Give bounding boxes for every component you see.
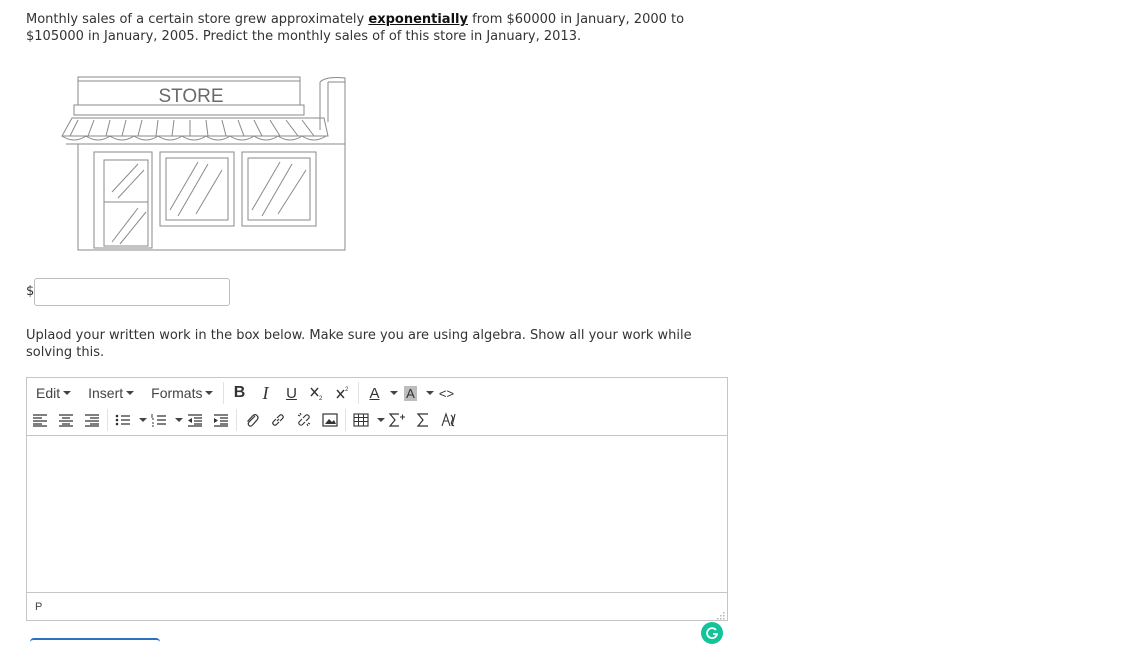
store-sign-text: STORE bbox=[158, 86, 224, 107]
menu-insert[interactable] bbox=[79, 385, 142, 401]
underline-icon: U bbox=[286, 384, 297, 402]
sum-plus-icon bbox=[388, 412, 406, 428]
equation-button[interactable] bbox=[436, 408, 462, 432]
chevron-down-icon bbox=[205, 391, 213, 395]
image-icon bbox=[322, 413, 338, 427]
align-center-icon bbox=[58, 413, 74, 427]
question-emphasis: exponentially bbox=[368, 12, 468, 27]
bold-button[interactable] bbox=[226, 381, 252, 405]
source-code-icon: <> bbox=[438, 385, 455, 401]
underline-button[interactable] bbox=[278, 381, 304, 405]
sum-plus-button[interactable] bbox=[384, 408, 410, 432]
dollar-prefix: $ bbox=[26, 284, 35, 299]
table-icon bbox=[353, 413, 369, 427]
editor-content-area[interactable] bbox=[27, 436, 727, 592]
toolbar-row-2 bbox=[27, 407, 462, 433]
subscript-icon bbox=[309, 385, 325, 401]
toolbar-divider bbox=[223, 382, 224, 404]
submit-button-edge[interactable] bbox=[30, 638, 160, 650]
toolbar-divider bbox=[107, 409, 108, 431]
align-left-icon bbox=[32, 413, 48, 427]
resize-handle-icon[interactable] bbox=[715, 610, 725, 620]
svg-text:2: 2 bbox=[319, 396, 323, 401]
bullet-list-icon bbox=[115, 413, 131, 427]
upload-instructions: Uplaod your written work in the box below. Make sure you are using algebra. Show all your work while solving this. bbox=[26, 328, 692, 360]
rich-text-editor bbox=[26, 377, 728, 621]
store-illustration bbox=[58, 72, 352, 254]
grammarly-icon[interactable] bbox=[701, 622, 723, 644]
sigma-icon bbox=[415, 412, 431, 428]
unlink-icon bbox=[296, 412, 312, 428]
link-button[interactable] bbox=[265, 408, 291, 432]
subscript-button[interactable] bbox=[304, 381, 330, 405]
superscript-button[interactable] bbox=[330, 381, 356, 405]
link-icon bbox=[270, 412, 286, 428]
indent-button[interactable] bbox=[208, 408, 234, 432]
superscript-icon bbox=[335, 385, 351, 401]
menu-edit[interactable] bbox=[27, 385, 79, 401]
source-code-button[interactable] bbox=[433, 381, 459, 405]
attachment-button[interactable] bbox=[239, 408, 265, 432]
align-center-button[interactable] bbox=[53, 408, 79, 432]
italic-button[interactable] bbox=[252, 381, 278, 405]
text-color-icon: A bbox=[369, 384, 380, 402]
chevron-down-icon bbox=[63, 391, 71, 395]
menu-edit-label: Edit bbox=[36, 385, 61, 401]
numbered-list-icon bbox=[151, 413, 167, 427]
numbered-list-dropdown[interactable] bbox=[172, 408, 182, 432]
sigma-button[interactable] bbox=[410, 408, 436, 432]
text-color-dropdown[interactable] bbox=[387, 381, 397, 405]
outdent-button[interactable] bbox=[182, 408, 208, 432]
question-part-2: from $60000 in January, 2000 to $105000 in January, 2005. Predict the monthly sales of of this store in January, 2013. bbox=[26, 12, 685, 44]
answer-input[interactable] bbox=[34, 278, 230, 306]
attachment-icon bbox=[244, 412, 260, 428]
table-dropdown[interactable] bbox=[374, 408, 384, 432]
table-button[interactable] bbox=[348, 408, 374, 432]
highlight-color-button[interactable] bbox=[397, 381, 423, 405]
menu-formats-label: Formats bbox=[151, 385, 203, 401]
element-path[interactable]: P bbox=[35, 601, 43, 613]
bold-icon: B bbox=[233, 384, 246, 401]
numbered-list-button[interactable] bbox=[146, 408, 172, 432]
menu-formats[interactable] bbox=[142, 385, 221, 401]
editor-status-bar bbox=[27, 592, 727, 622]
equation-icon bbox=[440, 412, 458, 428]
image-button[interactable] bbox=[317, 408, 343, 432]
italic-icon: I bbox=[262, 382, 269, 403]
toolbar-row-1 bbox=[27, 380, 459, 406]
outdent-icon bbox=[187, 413, 203, 427]
toolbar-divider bbox=[345, 409, 346, 431]
question-text bbox=[26, 11, 706, 45]
text-color-button[interactable] bbox=[361, 381, 387, 405]
toolbar-divider bbox=[236, 409, 237, 431]
highlight-color-icon: A bbox=[406, 385, 415, 401]
align-left-button[interactable] bbox=[27, 408, 53, 432]
grammarly-g-icon bbox=[705, 626, 719, 640]
editor-toolbar bbox=[27, 378, 727, 436]
highlight-color-dropdown[interactable] bbox=[423, 381, 433, 405]
bullet-list-button[interactable] bbox=[110, 408, 136, 432]
indent-icon bbox=[213, 413, 229, 427]
align-right-button[interactable] bbox=[79, 408, 105, 432]
toolbar-divider bbox=[358, 382, 359, 404]
question-part-1: Monthly sales of a certain store grew approximately bbox=[26, 12, 369, 27]
menu-insert-label: Insert bbox=[88, 385, 124, 401]
align-right-icon bbox=[84, 413, 100, 427]
chevron-down-icon bbox=[126, 391, 134, 395]
bullet-list-dropdown[interactable] bbox=[136, 408, 146, 432]
svg-text:2: 2 bbox=[345, 387, 349, 393]
unlink-button[interactable] bbox=[291, 408, 317, 432]
